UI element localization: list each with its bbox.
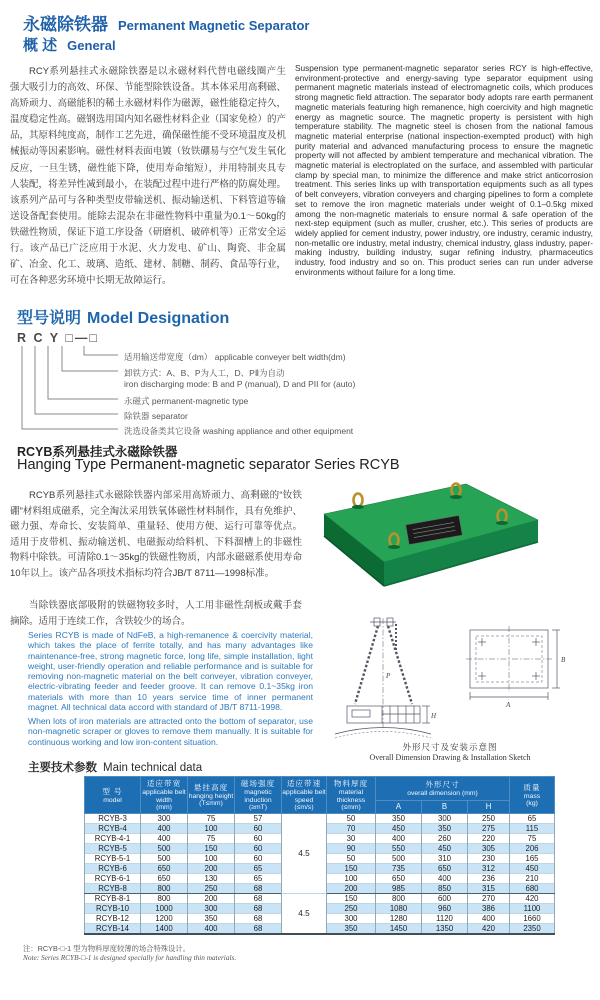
col-model: 型 号 model	[85, 777, 141, 814]
td-belt-width: 800	[141, 883, 188, 893]
intro-paragraph-zh: RCY系列悬挂式永磁除铁器是以永磁材料代替电磁线圈产生强大吸引力的高效、环保、节能型除铁设备。其本体采用高剩磁、高矫顽力、高磁能积的稀土永磁材料作为磁源，磁性能稳定持久，温度稳定性高。磁钢选用国内知名磁性材料企业（国家免检）的产品，其原料纯度高，制作工艺先进，确保磁性能不受环境温度及机械振动等因素影响。磁性材料表面电镀（钕铁硼易与空气发生氧化反应，一旦生锈，磁性能下降，使用寿命缩短），并用特制夹具专人装配，将差异性减到最小，在装配过程中进行严格的防腐处理。该系列产品可与各种类型皮带输送机、振动输送机、下料管道等输送设备配套使用。能除去混杂在非磁性物料中重量为0.1～50kg的铁磁性物质，保证下道工序设备（研磨机、破碎机等）正常安全运行。该产品已广泛应用于水泥、火力发电、矿山、陶瓷、非金属矿、冶金、化工、玻璃、造纸、建材、制糖、制药、食品等行业，可在各种恶劣环境中长期无故障运行。	[10, 66, 286, 287]
td-dim-b: 650	[422, 863, 468, 873]
table-header-row	[85, 777, 555, 801]
td-dim-a: 985	[376, 883, 422, 893]
td-dim-h: 236	[468, 873, 510, 883]
td-dim-h: 275	[468, 823, 510, 833]
product-photo	[306, 478, 546, 596]
model-designation-heading	[17, 305, 229, 328]
page-title-en: Permanent Magnetic Separator	[118, 18, 310, 33]
td-hanging: 400	[188, 923, 235, 934]
designation-label-discharge-en: iron discharging mode: B and P (manual), D and PII for (auto)	[124, 379, 356, 389]
td-induction: 68	[235, 893, 282, 903]
td-mass: 65	[510, 813, 555, 823]
td-thickness: 70	[327, 823, 376, 833]
td-induction: 65	[235, 873, 282, 883]
td-thickness: 150	[327, 863, 376, 873]
td-dim-a: 450	[376, 823, 422, 833]
td-dim-b: 600	[422, 893, 468, 903]
td-dim-a: 735	[376, 863, 422, 873]
dim-label-h: H	[431, 712, 437, 720]
td-mass: 420	[510, 893, 555, 903]
td-dim-b: 300	[422, 813, 468, 823]
td-dim-a: 1080	[376, 903, 422, 913]
rcyb-paragraph-en-1: Series RCYB is made of NdFeB, a high-remanence & coercivity material, which takes the place of ferrite totally, and has many advantages like maintenance-free, strong magnetic force, long life, simple installation, light weight, user-friendly operation and reliable performance and is suitable for removing non-magnetic material on the belt conveyer, vibration conveyer, electric-vibrating feeder and feeder groove. It can remove 0.1~35kg iron materials with more than 10 years service time of inner permanent magnet. All technical data accord with standard of JB/T 8711-1998.	[28, 630, 313, 713]
designation-label-discharge-zh: 卸铁方式：A、B、P为人工，D、PⅡ为自动	[124, 368, 285, 378]
td-dim-h: 270	[468, 893, 510, 903]
technical-data-heading-en: Main technical data	[103, 762, 203, 774]
model-designation-heading-en: Model Designation	[87, 310, 230, 327]
td-induction: 68	[235, 883, 282, 893]
td-dim-a: 1450	[376, 923, 422, 934]
td-thickness: 350	[327, 923, 376, 934]
td-belt-speed-group2: 4.5	[282, 893, 327, 934]
td-mass: 115	[510, 823, 555, 833]
rcyb-heading-zh: RCYB系列悬挂式永磁除铁器	[17, 445, 178, 459]
col-magnetic-induction: 磁场强度 magnetic induction (≥mT)	[235, 777, 282, 814]
td-mass: 2350	[510, 923, 555, 934]
td-model: RCYB-8-1	[85, 893, 141, 903]
td-mass: 206	[510, 843, 555, 853]
td-dim-h: 230	[468, 853, 510, 863]
td-belt-width: 1400	[141, 923, 188, 934]
td-hanging: 200	[188, 863, 235, 873]
td-dim-h: 250	[468, 813, 510, 823]
td-model: RCYB-10	[85, 903, 141, 913]
td-dim-b: 400	[422, 873, 468, 883]
td-model: RCYB-6-1	[85, 873, 141, 883]
td-hanging: 100	[188, 823, 235, 833]
td-thickness: 300	[327, 913, 376, 923]
td-dim-b: 450	[422, 843, 468, 853]
td-model: RCYB-8	[85, 883, 141, 893]
rcyb-paragraph-zh-2: 当除铁器底部吸附的铁磁物较多时，人工用非磁性刮板或戴手套摘除。适用于连续工作，含铁较少的场合。	[10, 600, 302, 627]
td-dim-h: 220	[468, 833, 510, 843]
td-belt-width: 500	[141, 853, 188, 863]
td-belt-width: 300	[141, 813, 188, 823]
td-hanging: 300	[188, 903, 235, 913]
td-model: RCYB-14	[85, 923, 141, 934]
td-dim-a: 550	[376, 843, 422, 853]
rcyb-paragraph-en-2: When lots of iron materials are attracted onto the bottom of separator, use non-magnetic scraper or gloves to remove them manually. It is suitable for continuous working and low iron-content situation.	[28, 716, 313, 747]
technical-data-heading	[28, 758, 202, 776]
td-dim-b: 1120	[422, 913, 468, 923]
td-induction: 68	[235, 913, 282, 923]
td-dim-b: 850	[422, 883, 468, 893]
technical-data-table	[84, 776, 555, 935]
td-hanging: 130	[188, 873, 235, 883]
rcyb-heading-en: Hanging Type Permanent-magnetic separator Series RCYB	[17, 457, 400, 473]
td-induction: 65	[235, 863, 282, 873]
td-belt-width: 500	[141, 843, 188, 853]
td-dim-b: 960	[422, 903, 468, 913]
dimension-drawing	[330, 616, 570, 741]
td-hanging: 75	[188, 813, 235, 823]
col-overall-dimension: 外形尺寸 overall dimension (mm)	[376, 777, 510, 801]
td-hanging: 150	[188, 843, 235, 853]
td-mass: 75	[510, 833, 555, 843]
td-thickness: 90	[327, 843, 376, 853]
drawing-caption-en: Overall Dimension Drawing & Installation Sketch	[369, 753, 531, 762]
td-dim-b: 260	[422, 833, 468, 843]
td-mass: 1660	[510, 913, 555, 923]
col-belt-speed: 适应带速 applicable belt speed (≤m/s)	[282, 777, 327, 814]
drawing-caption	[330, 741, 570, 762]
table-note-zh: 注：RCYB-□-1 型为物料厚度较薄的场合特殊设计。	[23, 944, 190, 953]
page-title-zh: 永磁除铁器	[23, 15, 108, 34]
designation-label-separator: 除铁器 separator	[124, 411, 188, 421]
page-title	[23, 10, 309, 35]
designation-label-washing: 洗选设备类其它设备 washing appliance and other equipment	[124, 426, 354, 436]
td-belt-width: 650	[141, 873, 188, 883]
td-mass: 450	[510, 863, 555, 873]
td-hanging: 75	[188, 833, 235, 843]
designation-label-belt-width: 适用输送带宽度（dm） applicable conveyer belt width(dm)	[124, 352, 346, 362]
td-mass: 165	[510, 853, 555, 863]
td-dim-b: 1350	[422, 923, 468, 934]
td-belt-width: 800	[141, 893, 188, 903]
model-designation-heading-zh: 型号说明	[17, 310, 82, 327]
model-code: R C Y □—□	[17, 331, 99, 345]
td-belt-width: 1200	[141, 913, 188, 923]
td-belt-width: 650	[141, 863, 188, 873]
general-heading	[23, 34, 116, 55]
td-mass: 210	[510, 873, 555, 883]
td-thickness: 30	[327, 833, 376, 843]
td-belt-width: 1000	[141, 903, 188, 913]
general-heading-zh: 概 述	[23, 37, 58, 54]
td-belt-width: 400	[141, 823, 188, 833]
intro-paragraph-en: Suspension type permanent-magnetic separator series RCY is high-effective, environment-protective and energy-saving type separator equipment using permanent magnetic materials instead of electromagnetic coils, which produces strong magnetic field attraction. The separator body adopts rare earth permanent magnetic materials featuring high remanence, high coercivity and high magnetic energy as magnetic source. The magnetic property is persistent with high temperature stability. The magnetic steel is chosen from the national famous magnetic material enterprise (national inspection-exempted product) with high purity material and advanced manufacturing process to ensure the magnetic property will not affected by ambient temperature and mechanical vibration. The magnetic material is electroplated on the surface, and assembled with particular clamp by special man, to minimize the difference and make strict anticorrosion treatment. This series links up with transportation equipments such as all types of belt conveyers, vibration conveyers and charging pipelines to form a complete set to remove the iron magnetic materials under weight of 0.1–0.5kg mixed among the non-magnetic materials to ensure normal & safe operation of the next-step equipment (such as muller, crusher, etc.). This series of products are widely applied for cement industry, power industry, ore industry, ceramic industry, non-metallic ore industry, metal industry, chemical industry, glass industry, paper-making industry, building industry, sugar refining industry, pharmaceutics industry, food industry and so on. This product series can run under adverse environments without failure for a long time.	[295, 63, 593, 277]
td-dim-h: 305	[468, 843, 510, 853]
td-dim-h: 400	[468, 913, 510, 923]
table-row	[85, 893, 555, 903]
td-belt-speed-group1: 4.5	[282, 813, 327, 893]
td-dim-a: 500	[376, 853, 422, 863]
td-dim-a: 1280	[376, 913, 422, 923]
td-dim-a: 650	[376, 873, 422, 883]
td-mass: 1100	[510, 903, 555, 913]
td-dim-h: 315	[468, 883, 510, 893]
td-thickness: 100	[327, 873, 376, 883]
td-dim-b: 310	[422, 853, 468, 863]
td-model: RCYB-12	[85, 913, 141, 923]
td-induction: 60	[235, 833, 282, 843]
general-heading-en: General	[67, 38, 116, 53]
td-belt-width: 400	[141, 833, 188, 843]
col-belt-width: 适应带宽 applicable belt width (mm)	[141, 777, 188, 814]
model-designation-diagram	[0, 330, 600, 446]
designation-label-permanent: 永磁式 permanent-magnetic type	[124, 396, 249, 406]
td-dim-a: 350	[376, 813, 422, 823]
td-hanging: 350	[188, 913, 235, 923]
td-hanging: 200	[188, 893, 235, 903]
td-model: RCYB-5	[85, 843, 141, 853]
col-dim-b: B	[422, 800, 468, 813]
td-thickness: 200	[327, 883, 376, 893]
col-material-thickness: 物料厚度 material thickness (≤mm)	[327, 777, 376, 814]
td-dim-h: 312	[468, 863, 510, 873]
td-hanging: 250	[188, 883, 235, 893]
col-hanging-height: 悬挂高度 hanging height (T≤mm)	[188, 777, 235, 814]
technical-data-heading-zh: 主要技术参数	[28, 762, 97, 774]
drawing-caption-zh: 外形尺寸及安装示意图	[402, 742, 498, 752]
td-dim-a: 400	[376, 833, 422, 843]
dim-label-p: P	[386, 672, 391, 680]
dim-label-b: B	[561, 656, 566, 664]
td-model: RCYB-5-1	[85, 853, 141, 863]
td-dim-h: 420	[468, 923, 510, 934]
td-model: RCYB-6	[85, 863, 141, 873]
td-induction: 57	[235, 813, 282, 823]
td-dim-h: 386	[468, 903, 510, 913]
td-mass: 680	[510, 883, 555, 893]
td-induction: 68	[235, 903, 282, 913]
td-induction: 60	[235, 853, 282, 863]
rcyb-paragraph-zh-1: RCYB系列悬挂式永磁除铁器内部采用高矫顽力、高剩磁的“钕铁硼”材料组成磁系，完全淘汰采用铁氧体磁性材料制作，具有免维护、磁力强、寿命长、安装简单、重量轻、使用方便、运行可靠等优点。适用于皮带机、振动输送机、电磁振动给料机、下料溜槽上的非磁性物料中除铁。可清除0.1～35kg的铁磁性物质，内部永磁磁系使用寿命10年以上。该产品各项技术指标均符合JB/T 8711—1998标准。	[10, 490, 302, 579]
td-dim-b: 350	[422, 823, 468, 833]
td-induction: 60	[235, 823, 282, 833]
table-note-en: Note: Series RCYB-□-1 is designed specially for handling thin materials.	[23, 953, 237, 962]
td-model: RCYB-3	[85, 813, 141, 823]
td-thickness: 50	[327, 813, 376, 823]
td-hanging: 100	[188, 853, 235, 863]
td-thickness: 50	[327, 853, 376, 863]
td-model: RCYB-4	[85, 823, 141, 833]
td-induction: 60	[235, 843, 282, 853]
col-mass: 质量 mass (kg)	[510, 777, 555, 814]
td-thickness: 250	[327, 903, 376, 913]
dim-label-a: A	[506, 701, 511, 709]
td-dim-a: 800	[376, 893, 422, 903]
td-thickness: 150	[327, 893, 376, 903]
td-model: RCYB-4-1	[85, 833, 141, 843]
table-row	[85, 813, 555, 823]
col-dim-h: H	[468, 800, 510, 813]
td-induction: 68	[235, 923, 282, 934]
col-dim-a: A	[376, 800, 422, 813]
